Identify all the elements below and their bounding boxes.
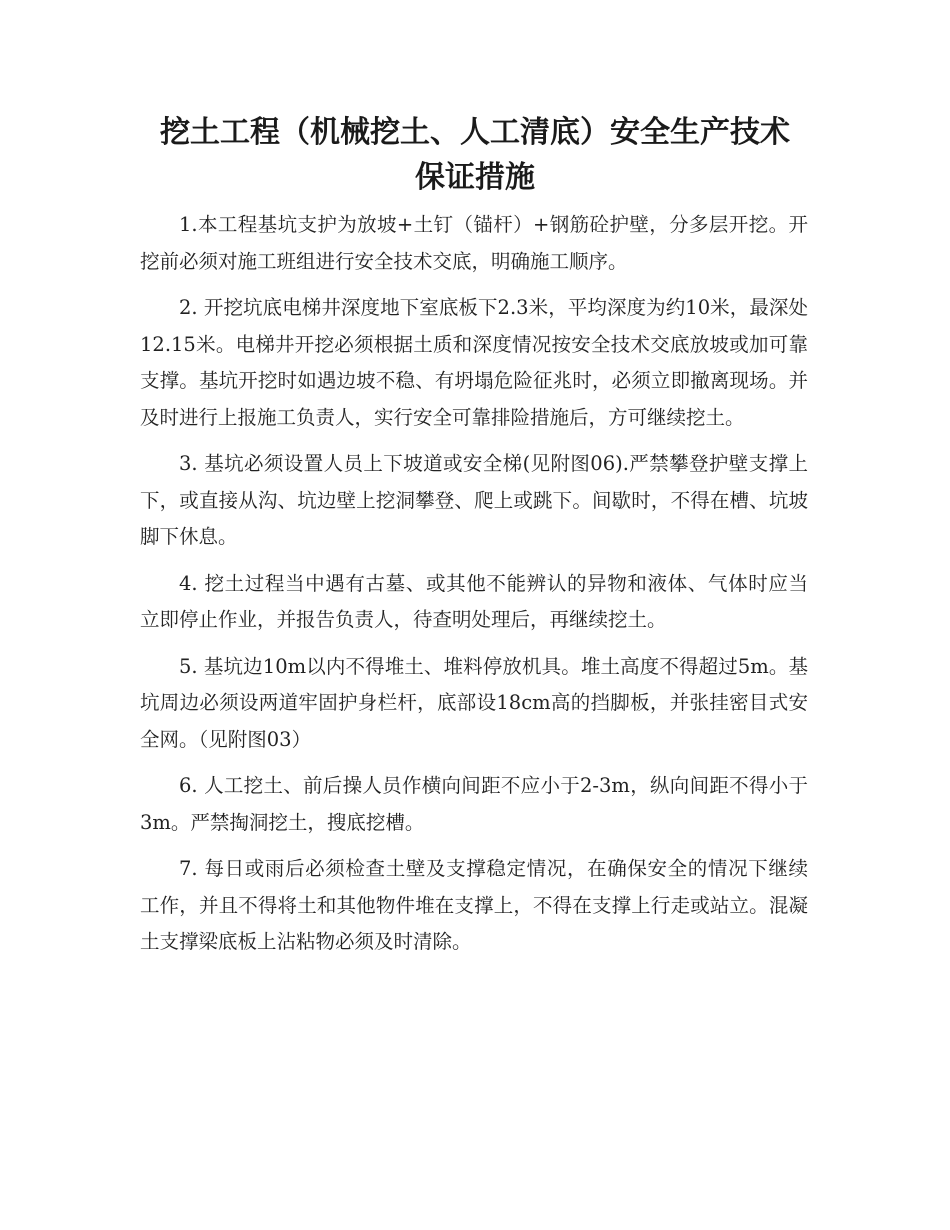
document-body <box>140 207 808 971</box>
paragraph-7: 7. 每日或雨后必须检查土壁及支撑稳定情况，在确保安全的情况下继续工作，并且不得将土和其他物件堆在支撑上，不得在支撑上行走或站立。混凝土支撑梁底板上沾粘物必须及时清除。 <box>140 857 808 953</box>
paragraph-4: 4. 挖土过程当中遇有古墓、或其他不能辨认的异物和液体、气体时应当立即停止作业，并报告负责人，待查明处理后，再继续挖土。 <box>140 571 808 631</box>
paragraph-5: 5. 基坑边10m以内不得堆土、堆料停放机具。堆土高度不得超过5m。基坑周边必须设两道牢固护身栏杆，底部设18cm高的挡脚板，并张挂密目式安全网。（见附图03） <box>140 654 808 751</box>
title-line-2: 保证措施 <box>415 160 535 195</box>
paragraph-2: 2. 开挖坑底电梯井深度地下室底板下2.3米，平均深度为约10米，最深处12.15米。电梯井开挖必须根据土质和深度情况按安全技术交底放坡或加可靠支撑。基坑开挖时如遇边坡不稳、有坍塌危险征兆时，必须立即撤离现场。并及时进行上报施工负责人，实行安全可靠排险措施后，方可继续挖土。 <box>140 296 808 429</box>
paragraph-1: 1.本工程基坑支护为放坡+土钉（锚杆）+钢筋砼护壁，分多层开挖。开挖前必须对施工班组进行安全技术交底，明确施工顺序。 <box>140 213 808 273</box>
document-title <box>140 110 810 200</box>
title-line-1: 挖土工程（机械挖土、人工清底）安全生产技术 <box>160 115 790 150</box>
paragraph-6: 6. 人工挖土、前后操人员作横向间距不应小于2-3m，纵向间距不得小于3m。严禁掏洞挖土，搜底挖槽。 <box>140 774 808 834</box>
paragraph-3: 3. 基坑必须设置人员上下坡道或安全梯(见附图06).严禁攀登护壁支撑上下，或直接从沟、坑边壁上挖洞攀登、爬上或跳下。间歇时，不得在槽、坑坡脚下休息。 <box>140 452 808 548</box>
